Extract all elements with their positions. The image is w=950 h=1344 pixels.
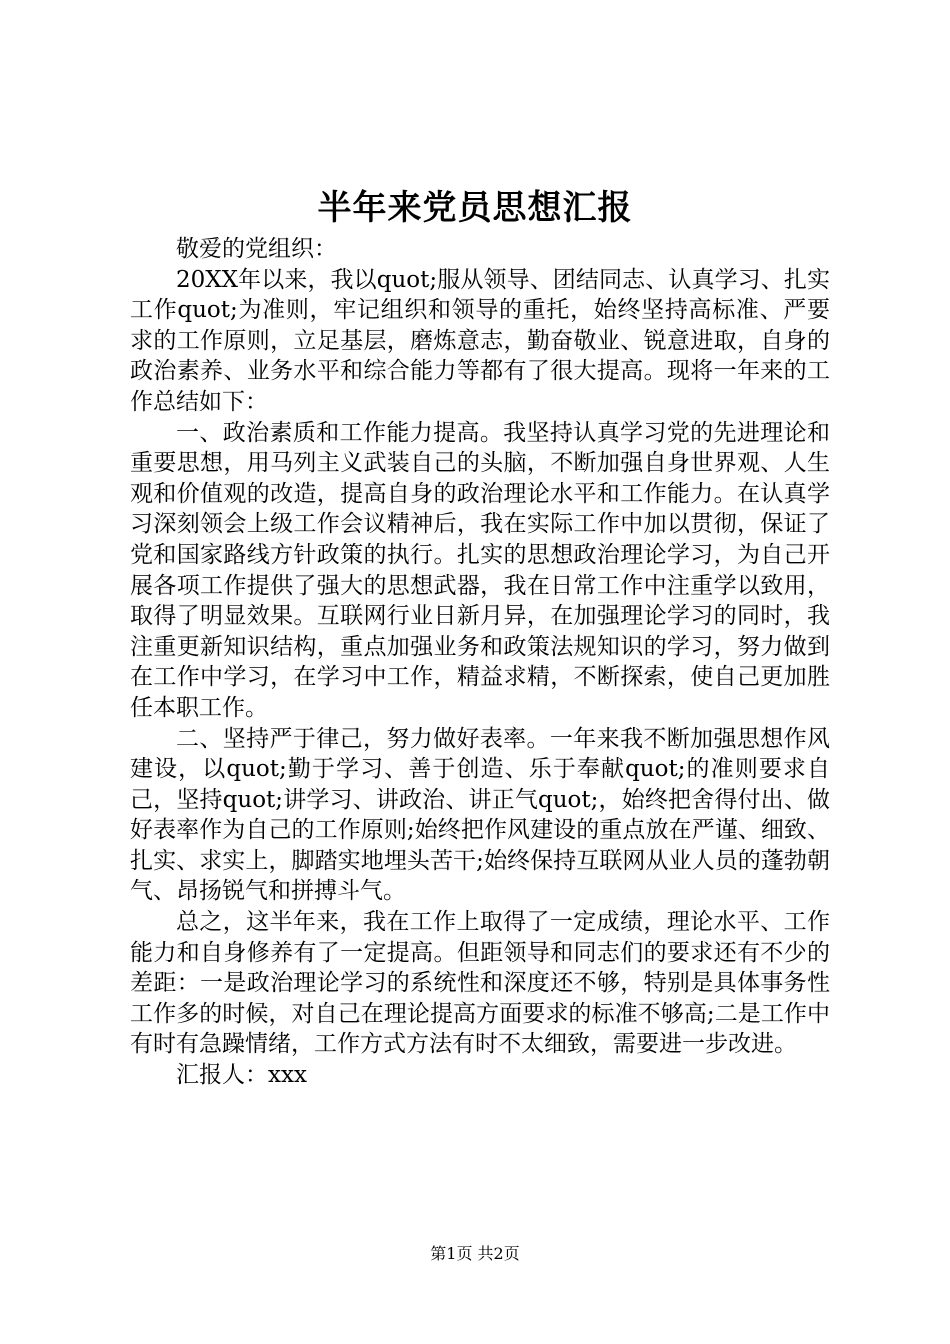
- paragraph-intro: 20XX年以来，我以quot;服从领导、团结同志、认真学习、扎实工作quot;为准则，牢记组织和领导的重托，始终坚持高标准、严要求的工作原则，立足基层，磨炼意志，勤奋敬业、锐意进取，自身的政治素养、业务水平和综合能力等都有了很大提高。现将一年来的工作总结如下：: [130, 266, 830, 415]
- signature: 汇报人：xxx: [176, 1062, 307, 1089]
- document-title: 半年来党员思想汇报: [317, 188, 633, 228]
- paragraph-section-2: 二、坚持严于律己，努力做好表率。一年来我不断加强思想作风建设，以quot;勤于学习、善于创造、乐于奉献quot;的准则要求自己，坚持quot;讲学习、讲政治、讲正气quot;，始终把舍得付出、做好表率作为自己的工作原则;始终把作风建设的重点放在严谨、细致、扎实、求实上，脚踏实地埋头苦干;始终保持互联网从业人员的蓬勃朝气、昂扬锐气和拼搏斗气。: [130, 725, 830, 905]
- paragraph-summary: 总之，这半年来，我在工作上取得了一定成绩，理论水平、工作能力和自身修养有了一定提高。但距领导和同志们的要求还有不少的差距：一是政治理论学习的系统性和深度还不够，特别是具体事务性工作多的时候，对自己在理论提高方面要求的标准不够高;二是工作中有时有急躁情绪，工作方式方法有时不太细致，需要进一步改进。: [130, 909, 830, 1058]
- document-body: [130, 234, 830, 1091]
- page-footer: 第1页 共2页: [430, 1244, 520, 1263]
- paragraph-section-1: 一、政治素质和工作能力提高。我坚持认真学习党的先进理论和重要思想，用马列主义武装自己的头脑，不断加强自身世界观、人生观和价值观的改造，提高自身的政治理论水平和工作能力。在认真学习深刻领会上级工作会议精神后，我在实际工作中加以贯彻，保证了党和国家路线方针政策的执行。扎实的思想政治理论学习，为自己开展各项工作提供了强大的思想武器，我在日常工作中注重学以致用，取得了明显效果。互联网行业日新月异，在加强理论学习的同时，我注重更新知识结构，重点加强业务和政策法规知识的学习，努力做到在工作中学习，在学习中工作，精益求精，不断探索，使自己更加胜任本职工作。: [130, 419, 830, 721]
- salutation: 敬爱的党组织：: [176, 236, 337, 262]
